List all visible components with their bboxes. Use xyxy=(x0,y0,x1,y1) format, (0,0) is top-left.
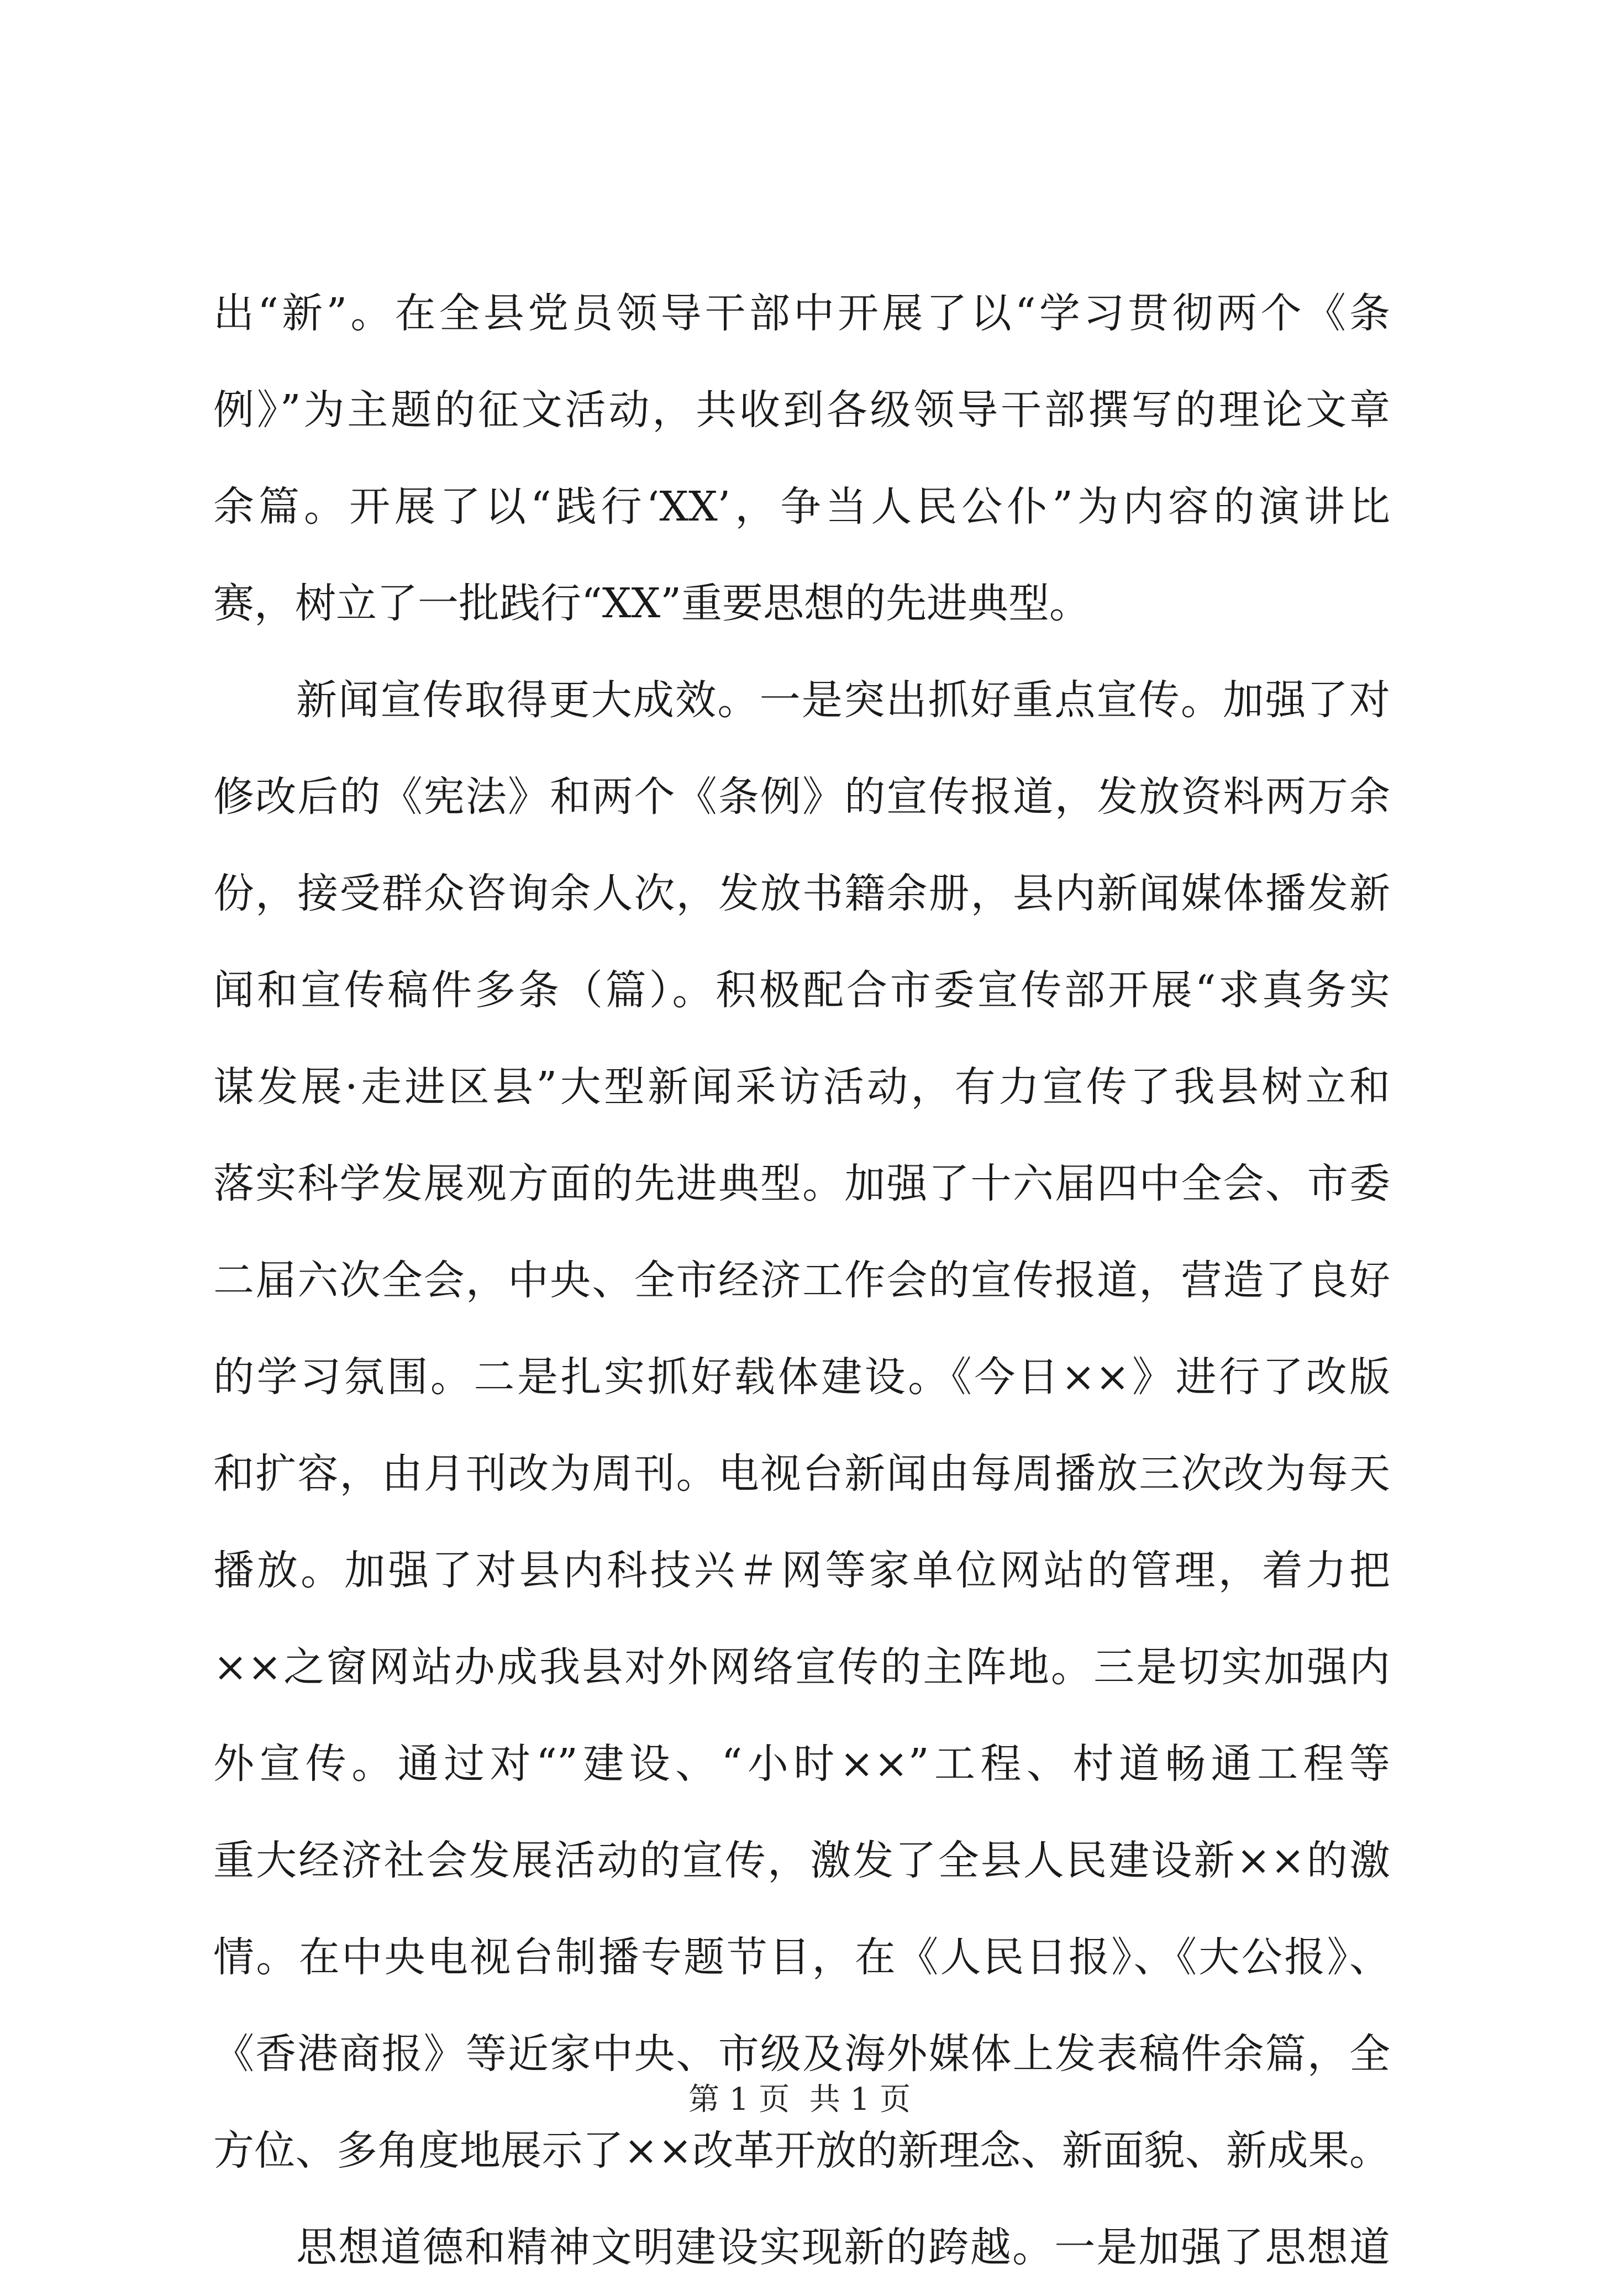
text-line: 和扩容，由月刊改为周刊。电视台新闻由每周播放三次改为每天 xyxy=(213,1450,1390,1498)
text-line: 播放。加强了对县内科技兴＃网等家单位网站的管理，着力把 xyxy=(213,1547,1390,1594)
text-line: 《香港商报》等近家中央、市级及海外媒体上发表稿件余篇，全 xyxy=(213,2030,1390,2078)
text-line: 二届六次全会，中央、全市经济工作会的宣传报道，营造了良好 xyxy=(213,1257,1390,1304)
text-line: 落实科学发展观方面的先进典型。加强了十六届四中全会、市委 xyxy=(213,1160,1390,1207)
text-line: 情。在中央电视台制播专题节目，在《人民日报》、《大公报》、 xyxy=(213,1934,1390,1981)
page-number-label: 第 1 页 共 1 页 xyxy=(688,2082,911,2118)
document-body xyxy=(213,265,1390,2296)
text-line: 重大经济社会发展活动的宣传，激发了全县人民建设新××的激 xyxy=(213,1837,1390,1884)
text-line: 出“新”。在全县党员领导干部中开展了以“学习贯彻两个《条 xyxy=(213,290,1390,337)
paragraph-start-line: 思想道德和精神文明建设实现新的跨越。一是加强了思想道 xyxy=(296,2224,1390,2271)
text-line: 例》”为主题的征文活动，共收到各级领导干部撰写的理论文章 xyxy=(213,386,1390,434)
text-line: 余篇。开展了以“践行‘XX’，争当人民公仆”为内容的演讲比 xyxy=(213,483,1390,530)
text-line: 的学习氛围。二是扎实抓好载体建设。《今日××》进行了改版 xyxy=(213,1353,1390,1401)
text-line: 修改后的《宪法》和两个《条例》的宣传报道，发放资料两万余 xyxy=(213,773,1390,821)
page-footer xyxy=(0,2078,1599,2122)
paragraph-start-line: 新闻宣传取得更大成效。一是突出抓好重点宣传。加强了对 xyxy=(296,676,1390,724)
text-line: 闻和宣传稿件多条（篇）。积极配合市委宣传部开展“求真务实 xyxy=(213,966,1390,1014)
text-line: 谋发展·走进区县”大型新闻采访活动，有力宣传了我县树立和 xyxy=(213,1063,1390,1111)
text-line: 方位、多角度地展示了××改革开放的新理念、新面貌、新成果。 xyxy=(213,2127,1390,2174)
text-line: 份，接受群众咨询余人次，发放书籍余册，县内新闻媒体播发新 xyxy=(213,870,1390,917)
text-line: 赛，树立了一批践行“XX”重要思想的先进典型。 xyxy=(213,580,1091,627)
text-line: ××之窗网站办成我县对外网络宣传的主阵地。三是切实加强内 xyxy=(213,1643,1390,1691)
text-line: 外宣传。通过对“”建设、“小时××”工程、村道畅通工程等 xyxy=(213,1740,1390,1788)
